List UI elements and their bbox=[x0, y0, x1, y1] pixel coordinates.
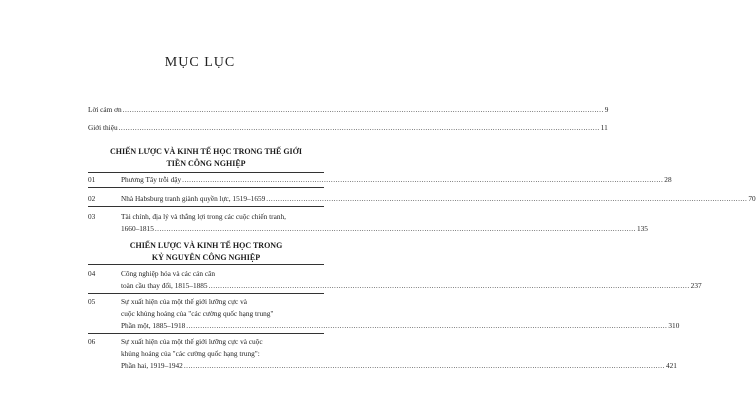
toc-page-number: 11 bbox=[600, 123, 608, 132]
toc-entry-title: Phương Tây trỗi dậy bbox=[121, 175, 182, 184]
divider bbox=[88, 264, 324, 265]
toc-entry-title: 1660–1815 bbox=[121, 224, 154, 233]
dot-leader: ............................................................................................................................................................................................................... bbox=[182, 175, 664, 184]
toc-page-number: 310 bbox=[668, 321, 680, 330]
toc-entry-title: Phần hai, 1919–1942 bbox=[121, 361, 183, 370]
toc-page-number: 135 bbox=[636, 224, 648, 233]
toc-page-number: 237 bbox=[690, 281, 702, 290]
chapter-number: 02 bbox=[88, 194, 96, 203]
dot-leader: ............................................................................................................................................................................................................... bbox=[208, 281, 690, 290]
toc-page-number: 9 bbox=[604, 105, 609, 114]
dot-leader: ............................................................................................................................................................................................................... bbox=[154, 224, 636, 233]
chapter-number: 01 bbox=[88, 175, 96, 184]
divider bbox=[88, 293, 324, 294]
toc-page-number: 70 bbox=[748, 194, 756, 203]
toc-entry-title-line: khủng hoảng của "các cường quốc hạng trung": bbox=[121, 349, 260, 358]
toc-entry-title-line: Công nghiệp hóa và các cán cân bbox=[121, 269, 216, 278]
divider bbox=[88, 333, 324, 334]
part-heading-1: CHIẾN LƯỢC VÀ KINH TẾ HỌC TRONG THẾ GIỚI TIỀN CÔNG NGHIỆP bbox=[109, 147, 303, 168]
chapter-number: 06 bbox=[88, 337, 96, 346]
toc-page-number: 28 bbox=[664, 175, 672, 184]
dot-leader: ............................................................................................................................................................................................................... bbox=[266, 194, 748, 203]
page-title: MỤC LỤC bbox=[164, 55, 236, 70]
part-heading-2: CHIẾN LƯỢC VÀ KINH TẾ HỌC TRONG KỶ NGUYÊN CÔNG NGHIỆP bbox=[129, 241, 283, 262]
dot-leader: ............................................................................................................................................................................................................... bbox=[122, 105, 604, 114]
dot-leader: ............................................................................................................................................................................................................... bbox=[183, 361, 665, 370]
divider bbox=[88, 172, 324, 173]
chapter-number: 05 bbox=[88, 297, 96, 306]
toc-entry-title: Phần một, 1885–1918 bbox=[121, 321, 186, 330]
dot-leader: ............................................................................................................................................................................................................... bbox=[186, 321, 668, 330]
toc-entry-title-line: cuộc khủng hoảng của "các cường quốc hạng trung" bbox=[121, 309, 274, 318]
divider bbox=[88, 206, 324, 207]
chapter-number: 03 bbox=[88, 212, 96, 221]
toc-entry-title-line: Tài chính, địa lý và thắng lợi trong các cuộc chiến tranh, bbox=[121, 212, 286, 221]
toc-entry-title: toàn cầu thay đổi, 1815–1885 bbox=[121, 281, 208, 290]
dot-leader: ............................................................................................................................................................................................................... bbox=[118, 123, 600, 132]
toc-entry-title: Lời cảm ơn bbox=[88, 105, 122, 114]
toc-entry-title-line: Sự xuất hiện của một thế giới lưỡng cực và bbox=[121, 297, 247, 306]
toc-entry-title-line: Sự xuất hiện của một thế giới lưỡng cực và cuộc bbox=[121, 337, 263, 346]
toc-entry-title: Nhà Habsburg tranh giành quyền lực, 1519–1659 bbox=[121, 194, 266, 203]
divider bbox=[88, 187, 324, 188]
toc-page-number: 421 bbox=[665, 361, 677, 370]
toc-entry-title: Giới thiệu bbox=[88, 123, 118, 132]
chapter-number: 04 bbox=[88, 269, 96, 278]
